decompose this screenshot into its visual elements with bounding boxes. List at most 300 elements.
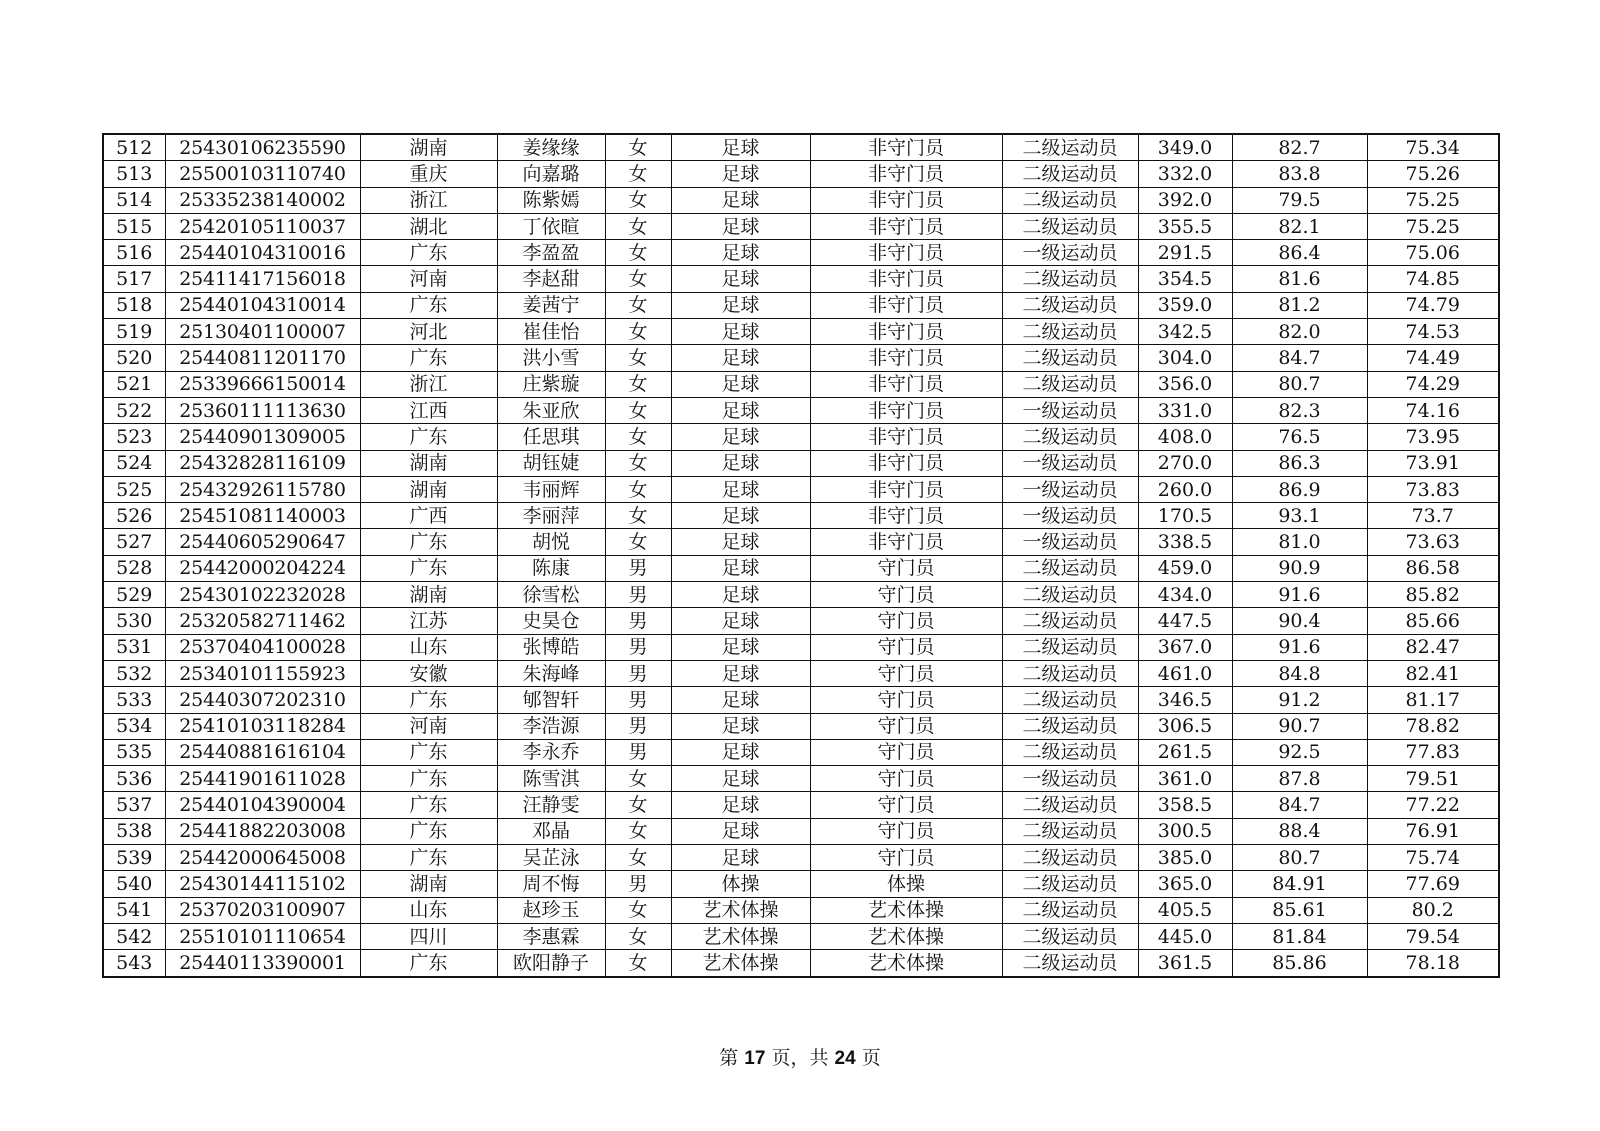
cell-gender: 女 bbox=[605, 450, 671, 476]
cell-gender: 女 bbox=[605, 397, 671, 423]
table-row bbox=[103, 450, 1499, 476]
cell-position: 非守门员 bbox=[810, 319, 1002, 345]
cell-province: 广东 bbox=[360, 240, 497, 266]
cell-seq: 514 bbox=[103, 187, 165, 213]
cell-name: 胡悦 bbox=[497, 529, 605, 555]
cell-exam-id: 25360111113630 bbox=[165, 397, 360, 423]
table-row bbox=[103, 213, 1499, 239]
total-page-count: 24 bbox=[834, 1048, 856, 1069]
cell-position: 非守门员 bbox=[810, 292, 1002, 318]
cell-level: 二级运动员 bbox=[1002, 845, 1138, 871]
cell-score-a: 434.0 bbox=[1138, 582, 1232, 608]
cell-exam-id: 25500103110740 bbox=[165, 161, 360, 187]
cell-position: 非守门员 bbox=[810, 450, 1002, 476]
cell-position: 守门员 bbox=[810, 555, 1002, 581]
cell-sport: 足球 bbox=[671, 687, 810, 713]
results-table-container bbox=[102, 133, 1498, 978]
cell-total: 73.91 bbox=[1367, 450, 1499, 476]
cell-sport: 足球 bbox=[671, 345, 810, 371]
cell-gender: 女 bbox=[605, 371, 671, 397]
cell-total: 77.69 bbox=[1367, 871, 1499, 897]
table-row bbox=[103, 371, 1499, 397]
cell-name: 姜缘缘 bbox=[497, 134, 605, 161]
table-row bbox=[103, 897, 1499, 923]
cell-seq: 521 bbox=[103, 371, 165, 397]
cell-province: 山东 bbox=[360, 634, 497, 660]
cell-exam-id: 25440307202310 bbox=[165, 687, 360, 713]
cell-position: 守门员 bbox=[810, 818, 1002, 844]
cell-seq: 532 bbox=[103, 660, 165, 686]
cell-seq: 535 bbox=[103, 739, 165, 765]
cell-total: 77.22 bbox=[1367, 792, 1499, 818]
table-row bbox=[103, 739, 1499, 765]
cell-province: 广东 bbox=[360, 739, 497, 765]
cell-sport: 足球 bbox=[671, 529, 810, 555]
cell-score-a: 170.5 bbox=[1138, 503, 1232, 529]
cell-name: 李浩源 bbox=[497, 713, 605, 739]
cell-level: 二级运动员 bbox=[1002, 424, 1138, 450]
cell-score-a: 342.5 bbox=[1138, 319, 1232, 345]
cell-seq: 538 bbox=[103, 818, 165, 844]
cell-gender: 女 bbox=[605, 292, 671, 318]
cell-seq: 536 bbox=[103, 766, 165, 792]
cell-score-a: 447.5 bbox=[1138, 608, 1232, 634]
cell-total: 75.26 bbox=[1367, 161, 1499, 187]
cell-total: 75.34 bbox=[1367, 134, 1499, 161]
cell-sport: 体操 bbox=[671, 871, 810, 897]
cell-gender: 女 bbox=[605, 161, 671, 187]
cell-exam-id: 25335238140002 bbox=[165, 187, 360, 213]
cell-name: 李赵甜 bbox=[497, 266, 605, 292]
cell-level: 二级运动员 bbox=[1002, 371, 1138, 397]
cell-province: 广东 bbox=[360, 766, 497, 792]
cell-gender: 女 bbox=[605, 187, 671, 213]
cell-position: 非守门员 bbox=[810, 240, 1002, 266]
cell-position: 守门员 bbox=[810, 845, 1002, 871]
table-row bbox=[103, 266, 1499, 292]
table-row bbox=[103, 424, 1499, 450]
table-row bbox=[103, 187, 1499, 213]
results-table bbox=[102, 133, 1500, 978]
cell-name: 韦丽辉 bbox=[497, 476, 605, 502]
cell-gender: 男 bbox=[605, 687, 671, 713]
cell-province: 广东 bbox=[360, 424, 497, 450]
cell-sport: 艺术体操 bbox=[671, 923, 810, 949]
cell-position: 非守门员 bbox=[810, 266, 1002, 292]
table-row bbox=[103, 766, 1499, 792]
cell-score-a: 361.0 bbox=[1138, 766, 1232, 792]
cell-seq: 527 bbox=[103, 529, 165, 555]
cell-exam-id: 25320582711462 bbox=[165, 608, 360, 634]
cell-score-a: 461.0 bbox=[1138, 660, 1232, 686]
cell-province: 江西 bbox=[360, 397, 497, 423]
table-row bbox=[103, 634, 1499, 660]
cell-seq: 512 bbox=[103, 134, 165, 161]
cell-total: 78.82 bbox=[1367, 713, 1499, 739]
cell-score-a: 291.5 bbox=[1138, 240, 1232, 266]
cell-name: 周不悔 bbox=[497, 871, 605, 897]
cell-sport: 足球 bbox=[671, 818, 810, 844]
footer-middle: 页，共 bbox=[771, 1047, 829, 1069]
cell-level: 一级运动员 bbox=[1002, 529, 1138, 555]
table-row bbox=[103, 345, 1499, 371]
cell-exam-id: 25440811201170 bbox=[165, 345, 360, 371]
cell-sport: 足球 bbox=[671, 503, 810, 529]
cell-exam-id: 25441882203008 bbox=[165, 818, 360, 844]
cell-sport: 艺术体操 bbox=[671, 897, 810, 923]
cell-level: 二级运动员 bbox=[1002, 161, 1138, 187]
cell-gender: 女 bbox=[605, 923, 671, 949]
cell-sport: 足球 bbox=[671, 134, 810, 161]
cell-seq: 517 bbox=[103, 266, 165, 292]
cell-name: 洪小雪 bbox=[497, 345, 605, 371]
cell-province: 湖南 bbox=[360, 871, 497, 897]
cell-province: 河南 bbox=[360, 713, 497, 739]
cell-score-b: 82.7 bbox=[1232, 134, 1367, 161]
cell-exam-id: 25430144115102 bbox=[165, 871, 360, 897]
cell-province: 浙江 bbox=[360, 371, 497, 397]
cell-total: 82.47 bbox=[1367, 634, 1499, 660]
cell-level: 二级运动员 bbox=[1002, 345, 1138, 371]
cell-name: 陈紫嫣 bbox=[497, 187, 605, 213]
cell-level: 一级运动员 bbox=[1002, 476, 1138, 502]
cell-score-a: 260.0 bbox=[1138, 476, 1232, 502]
cell-seq: 531 bbox=[103, 634, 165, 660]
cell-score-b: 80.7 bbox=[1232, 845, 1367, 871]
cell-position: 非守门员 bbox=[810, 161, 1002, 187]
cell-name: 李丽萍 bbox=[497, 503, 605, 529]
cell-score-b: 81.6 bbox=[1232, 266, 1367, 292]
cell-name: 史昊仓 bbox=[497, 608, 605, 634]
cell-gender: 女 bbox=[605, 319, 671, 345]
cell-province: 浙江 bbox=[360, 187, 497, 213]
cell-name: 朱海峰 bbox=[497, 660, 605, 686]
cell-score-b: 91.6 bbox=[1232, 634, 1367, 660]
cell-name: 陈康 bbox=[497, 555, 605, 581]
cell-position: 守门员 bbox=[810, 739, 1002, 765]
cell-score-a: 300.5 bbox=[1138, 818, 1232, 844]
cell-sport: 足球 bbox=[671, 266, 810, 292]
page-footer bbox=[0, 1043, 1600, 1070]
cell-level: 一级运动员 bbox=[1002, 240, 1138, 266]
cell-total: 74.49 bbox=[1367, 345, 1499, 371]
cell-province: 河北 bbox=[360, 319, 497, 345]
cell-gender: 女 bbox=[605, 792, 671, 818]
cell-total: 76.91 bbox=[1367, 818, 1499, 844]
table-row bbox=[103, 240, 1499, 266]
cell-score-a: 445.0 bbox=[1138, 923, 1232, 949]
cell-score-b: 82.0 bbox=[1232, 319, 1367, 345]
cell-province: 广东 bbox=[360, 555, 497, 581]
cell-sport: 足球 bbox=[671, 660, 810, 686]
cell-gender: 女 bbox=[605, 897, 671, 923]
cell-gender: 女 bbox=[605, 424, 671, 450]
cell-seq: 533 bbox=[103, 687, 165, 713]
cell-name: 李永乔 bbox=[497, 739, 605, 765]
cell-name: 胡钰婕 bbox=[497, 450, 605, 476]
cell-gender: 女 bbox=[605, 845, 671, 871]
cell-position: 守门员 bbox=[810, 792, 1002, 818]
cell-score-a: 306.5 bbox=[1138, 713, 1232, 739]
cell-total: 85.66 bbox=[1367, 608, 1499, 634]
cell-score-b: 87.8 bbox=[1232, 766, 1367, 792]
table-row bbox=[103, 818, 1499, 844]
cell-position: 守门员 bbox=[810, 634, 1002, 660]
cell-name: 丁依暄 bbox=[497, 213, 605, 239]
cell-score-b: 86.3 bbox=[1232, 450, 1367, 476]
cell-exam-id: 25430106235590 bbox=[165, 134, 360, 161]
cell-sport: 足球 bbox=[671, 450, 810, 476]
cell-score-b: 76.5 bbox=[1232, 424, 1367, 450]
cell-score-b: 86.4 bbox=[1232, 240, 1367, 266]
table-row bbox=[103, 792, 1499, 818]
cell-seq: 523 bbox=[103, 424, 165, 450]
cell-seq: 526 bbox=[103, 503, 165, 529]
cell-name: 任思琪 bbox=[497, 424, 605, 450]
cell-level: 二级运动员 bbox=[1002, 897, 1138, 923]
cell-sport: 足球 bbox=[671, 240, 810, 266]
table-row bbox=[103, 476, 1499, 502]
cell-name: 汪静雯 bbox=[497, 792, 605, 818]
cell-gender: 男 bbox=[605, 608, 671, 634]
cell-sport: 艺术体操 bbox=[671, 950, 810, 977]
cell-position: 艺术体操 bbox=[810, 897, 1002, 923]
cell-position: 守门员 bbox=[810, 582, 1002, 608]
table-row bbox=[103, 529, 1499, 555]
cell-exam-id: 25440104390004 bbox=[165, 792, 360, 818]
cell-exam-id: 25339666150014 bbox=[165, 371, 360, 397]
cell-score-a: 338.5 bbox=[1138, 529, 1232, 555]
cell-province: 山东 bbox=[360, 897, 497, 923]
cell-level: 一级运动员 bbox=[1002, 397, 1138, 423]
cell-exam-id: 25432926115780 bbox=[165, 476, 360, 502]
cell-score-b: 91.2 bbox=[1232, 687, 1367, 713]
cell-score-b: 82.1 bbox=[1232, 213, 1367, 239]
cell-province: 安徽 bbox=[360, 660, 497, 686]
table-row bbox=[103, 871, 1499, 897]
cell-total: 80.2 bbox=[1367, 897, 1499, 923]
cell-level: 二级运动员 bbox=[1002, 292, 1138, 318]
cell-seq: 515 bbox=[103, 213, 165, 239]
cell-total: 74.53 bbox=[1367, 319, 1499, 345]
cell-position: 非守门员 bbox=[810, 397, 1002, 423]
cell-sport: 足球 bbox=[671, 582, 810, 608]
cell-position: 非守门员 bbox=[810, 345, 1002, 371]
cell-total: 75.06 bbox=[1367, 240, 1499, 266]
cell-total: 78.18 bbox=[1367, 950, 1499, 977]
cell-province: 广东 bbox=[360, 950, 497, 977]
cell-score-b: 86.9 bbox=[1232, 476, 1367, 502]
cell-exam-id: 25370203100907 bbox=[165, 897, 360, 923]
cell-total: 73.7 bbox=[1367, 503, 1499, 529]
cell-level: 二级运动员 bbox=[1002, 871, 1138, 897]
cell-gender: 女 bbox=[605, 950, 671, 977]
cell-level: 二级运动员 bbox=[1002, 266, 1138, 292]
cell-score-a: 354.5 bbox=[1138, 266, 1232, 292]
cell-score-a: 367.0 bbox=[1138, 634, 1232, 660]
cell-name: 李盈盈 bbox=[497, 240, 605, 266]
cell-exam-id: 25440104310016 bbox=[165, 240, 360, 266]
cell-score-a: 408.0 bbox=[1138, 424, 1232, 450]
cell-province: 广西 bbox=[360, 503, 497, 529]
cell-level: 二级运动员 bbox=[1002, 713, 1138, 739]
cell-level: 二级运动员 bbox=[1002, 792, 1138, 818]
table-row bbox=[103, 923, 1499, 949]
cell-position: 艺术体操 bbox=[810, 923, 1002, 949]
cell-name: 邓晶 bbox=[497, 818, 605, 844]
cell-province: 广东 bbox=[360, 292, 497, 318]
cell-exam-id: 25410103118284 bbox=[165, 713, 360, 739]
cell-sport: 足球 bbox=[671, 792, 810, 818]
cell-level: 二级运动员 bbox=[1002, 582, 1138, 608]
cell-sport: 足球 bbox=[671, 319, 810, 345]
cell-sport: 足球 bbox=[671, 397, 810, 423]
cell-position: 守门员 bbox=[810, 766, 1002, 792]
cell-total: 73.95 bbox=[1367, 424, 1499, 450]
cell-total: 82.41 bbox=[1367, 660, 1499, 686]
cell-score-b: 81.84 bbox=[1232, 923, 1367, 949]
cell-province: 广东 bbox=[360, 529, 497, 555]
cell-seq: 543 bbox=[103, 950, 165, 977]
cell-position: 非守门员 bbox=[810, 476, 1002, 502]
cell-position: 非守门员 bbox=[810, 213, 1002, 239]
cell-seq: 539 bbox=[103, 845, 165, 871]
cell-score-a: 385.0 bbox=[1138, 845, 1232, 871]
cell-position: 非守门员 bbox=[810, 503, 1002, 529]
cell-level: 二级运动员 bbox=[1002, 608, 1138, 634]
cell-seq: 541 bbox=[103, 897, 165, 923]
cell-exam-id: 25440901309005 bbox=[165, 424, 360, 450]
cell-exam-id: 25440113390001 bbox=[165, 950, 360, 977]
cell-exam-id: 25420105110037 bbox=[165, 213, 360, 239]
cell-score-a: 331.0 bbox=[1138, 397, 1232, 423]
cell-score-a: 304.0 bbox=[1138, 345, 1232, 371]
cell-province: 湖南 bbox=[360, 476, 497, 502]
cell-level: 二级运动员 bbox=[1002, 818, 1138, 844]
cell-score-a: 405.5 bbox=[1138, 897, 1232, 923]
cell-total: 85.82 bbox=[1367, 582, 1499, 608]
cell-province: 河南 bbox=[360, 266, 497, 292]
cell-score-a: 392.0 bbox=[1138, 187, 1232, 213]
cell-position: 守门员 bbox=[810, 687, 1002, 713]
cell-level: 二级运动员 bbox=[1002, 213, 1138, 239]
cell-sport: 足球 bbox=[671, 371, 810, 397]
cell-name: 庄紫璇 bbox=[497, 371, 605, 397]
cell-score-b: 85.61 bbox=[1232, 897, 1367, 923]
table-row bbox=[103, 950, 1499, 977]
cell-score-a: 358.5 bbox=[1138, 792, 1232, 818]
cell-total: 79.54 bbox=[1367, 923, 1499, 949]
cell-total: 75.74 bbox=[1367, 845, 1499, 871]
cell-gender: 女 bbox=[605, 476, 671, 502]
cell-score-b: 88.4 bbox=[1232, 818, 1367, 844]
cell-province: 江苏 bbox=[360, 608, 497, 634]
cell-province: 广东 bbox=[360, 687, 497, 713]
cell-gender: 男 bbox=[605, 660, 671, 686]
cell-total: 75.25 bbox=[1367, 187, 1499, 213]
cell-seq: 525 bbox=[103, 476, 165, 502]
cell-score-b: 90.9 bbox=[1232, 555, 1367, 581]
cell-level: 二级运动员 bbox=[1002, 687, 1138, 713]
cell-province: 广东 bbox=[360, 818, 497, 844]
cell-seq: 516 bbox=[103, 240, 165, 266]
cell-position: 守门员 bbox=[810, 660, 1002, 686]
cell-score-a: 355.5 bbox=[1138, 213, 1232, 239]
cell-province: 湖南 bbox=[360, 582, 497, 608]
cell-gender: 男 bbox=[605, 713, 671, 739]
cell-seq: 520 bbox=[103, 345, 165, 371]
cell-exam-id: 25440881616104 bbox=[165, 739, 360, 765]
cell-total: 81.17 bbox=[1367, 687, 1499, 713]
cell-score-a: 349.0 bbox=[1138, 134, 1232, 161]
cell-name: 陈雪淇 bbox=[497, 766, 605, 792]
cell-total: 77.83 bbox=[1367, 739, 1499, 765]
footer-prefix: 第 bbox=[719, 1047, 739, 1069]
cell-sport: 足球 bbox=[671, 213, 810, 239]
cell-seq: 542 bbox=[103, 923, 165, 949]
cell-gender: 女 bbox=[605, 240, 671, 266]
cell-exam-id: 25370404100028 bbox=[165, 634, 360, 660]
cell-exam-id: 25510101110654 bbox=[165, 923, 360, 949]
cell-gender: 女 bbox=[605, 266, 671, 292]
cell-position: 非守门员 bbox=[810, 371, 1002, 397]
cell-exam-id: 25432828116109 bbox=[165, 450, 360, 476]
cell-name: 赵珍玉 bbox=[497, 897, 605, 923]
cell-score-a: 346.5 bbox=[1138, 687, 1232, 713]
cell-exam-id: 25440104310014 bbox=[165, 292, 360, 318]
cell-name: 欧阳静子 bbox=[497, 950, 605, 977]
table-row bbox=[103, 582, 1499, 608]
cell-gender: 女 bbox=[605, 134, 671, 161]
cell-score-b: 81.0 bbox=[1232, 529, 1367, 555]
cell-sport: 足球 bbox=[671, 424, 810, 450]
table-row bbox=[103, 608, 1499, 634]
table-row bbox=[103, 161, 1499, 187]
cell-score-a: 261.5 bbox=[1138, 739, 1232, 765]
table-row bbox=[103, 319, 1499, 345]
cell-exam-id: 25451081140003 bbox=[165, 503, 360, 529]
cell-seq: 513 bbox=[103, 161, 165, 187]
cell-score-a: 459.0 bbox=[1138, 555, 1232, 581]
cell-province: 四川 bbox=[360, 923, 497, 949]
cell-province: 湖北 bbox=[360, 213, 497, 239]
cell-sport: 足球 bbox=[671, 634, 810, 660]
cell-position: 非守门员 bbox=[810, 529, 1002, 555]
cell-total: 74.79 bbox=[1367, 292, 1499, 318]
cell-level: 二级运动员 bbox=[1002, 134, 1138, 161]
cell-exam-id: 25441901611028 bbox=[165, 766, 360, 792]
cell-position: 非守门员 bbox=[810, 134, 1002, 161]
cell-seq: 519 bbox=[103, 319, 165, 345]
cell-score-a: 270.0 bbox=[1138, 450, 1232, 476]
cell-sport: 足球 bbox=[671, 608, 810, 634]
cell-score-a: 356.0 bbox=[1138, 371, 1232, 397]
cell-score-b: 82.3 bbox=[1232, 397, 1367, 423]
cell-sport: 足球 bbox=[671, 739, 810, 765]
cell-level: 一级运动员 bbox=[1002, 450, 1138, 476]
cell-gender: 女 bbox=[605, 503, 671, 529]
cell-score-b: 84.91 bbox=[1232, 871, 1367, 897]
cell-position: 艺术体操 bbox=[810, 950, 1002, 977]
cell-sport: 足球 bbox=[671, 845, 810, 871]
cell-gender: 女 bbox=[605, 213, 671, 239]
cell-sport: 足球 bbox=[671, 476, 810, 502]
cell-gender: 男 bbox=[605, 871, 671, 897]
cell-score-b: 91.6 bbox=[1232, 582, 1367, 608]
cell-name: 姜茜宁 bbox=[497, 292, 605, 318]
cell-score-b: 90.4 bbox=[1232, 608, 1367, 634]
cell-seq: 534 bbox=[103, 713, 165, 739]
